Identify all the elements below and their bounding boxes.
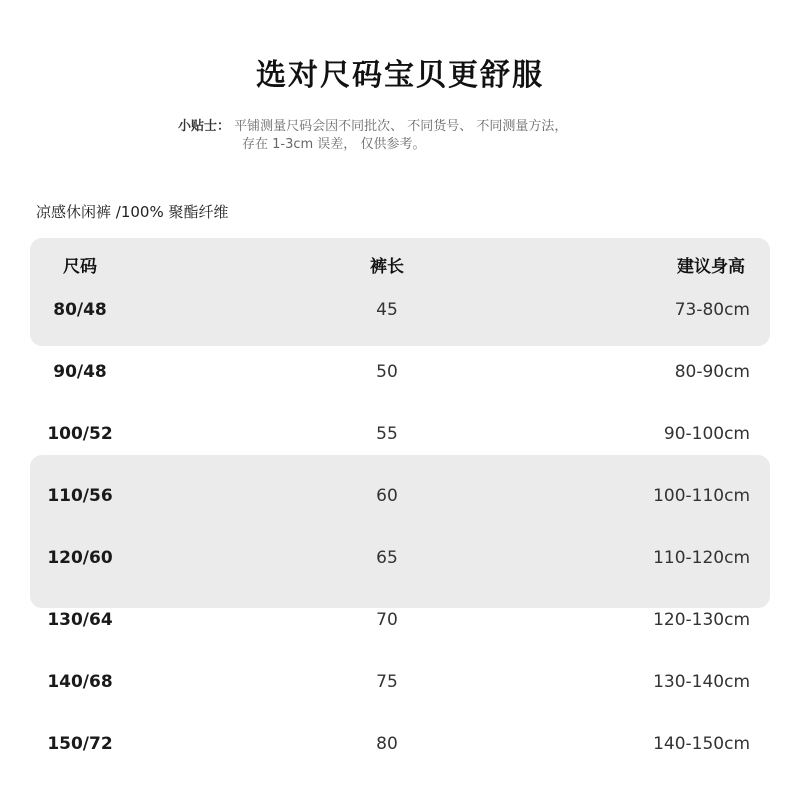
cell-height: 140-150cm <box>653 734 750 754</box>
product-description: 凉感休闲裤 /100% 聚酯纤维 <box>36 203 229 221</box>
table-row <box>0 667 800 697</box>
cell-size: 80/48 <box>53 300 107 320</box>
cell-length: 50 <box>376 362 398 382</box>
page-title: 选对尺码宝贝更舒服 <box>256 58 544 93</box>
cell-size: 110/56 <box>47 486 113 506</box>
table-row <box>0 419 800 449</box>
cell-height: 110-120cm <box>653 548 750 568</box>
table-row <box>0 729 800 759</box>
cell-length: 75 <box>376 672 398 692</box>
table-row <box>0 481 800 511</box>
table-row <box>0 295 800 325</box>
tip-line-2: 存在 1-3cm 误差， 仅供参考。 <box>242 137 426 152</box>
row-highlight-band <box>30 455 770 608</box>
tip-line-1: 平铺测量尺码会因不同批次、 不同货号、 不同测量方法， <box>230 119 568 134</box>
header-height: 建议身高 <box>677 257 745 277</box>
table-row <box>0 357 800 387</box>
cell-length: 80 <box>376 734 398 754</box>
cell-size: 100/52 <box>47 424 113 444</box>
cell-length: 70 <box>376 610 398 630</box>
cell-size: 140/68 <box>47 672 113 692</box>
cell-height: 100-110cm <box>653 486 750 506</box>
tip-note <box>178 118 738 154</box>
cell-height: 73-80cm <box>674 300 750 320</box>
cell-size: 130/64 <box>47 610 113 630</box>
cell-length: 55 <box>376 424 398 444</box>
cell-length: 65 <box>376 548 398 568</box>
cell-length: 45 <box>376 300 398 320</box>
table-header <box>0 252 800 282</box>
cell-size: 150/72 <box>47 734 113 754</box>
tip-label: 小贴士： <box>178 119 231 134</box>
cell-size: 90/48 <box>53 362 107 382</box>
cell-length: 60 <box>376 486 398 506</box>
table-row <box>0 543 800 573</box>
cell-size: 120/60 <box>47 548 113 568</box>
cell-height: 130-140cm <box>653 672 750 692</box>
cell-height: 80-90cm <box>674 362 750 382</box>
header-length: 裤长 <box>370 257 404 277</box>
cell-height: 120-130cm <box>653 610 750 630</box>
header-size: 尺码 <box>63 257 97 277</box>
cell-height: 90-100cm <box>663 424 750 444</box>
table-row <box>0 605 800 635</box>
